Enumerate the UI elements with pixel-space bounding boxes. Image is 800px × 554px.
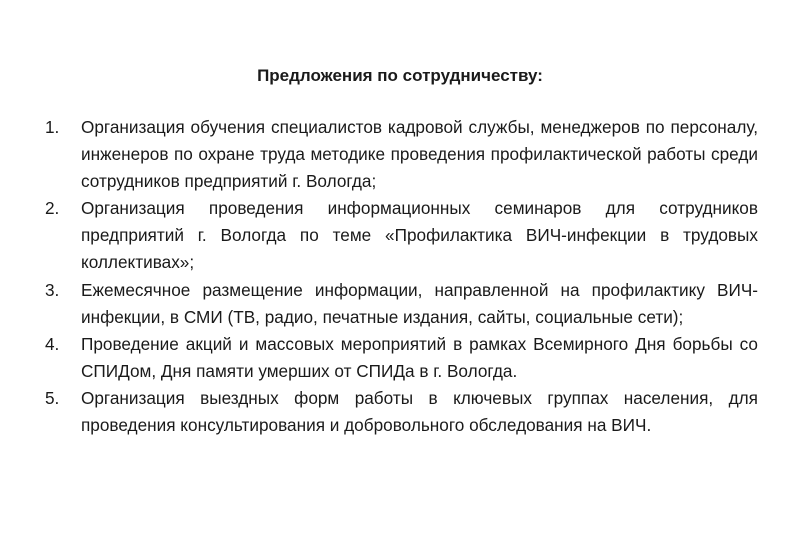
list-item [45, 277, 758, 331]
list-item [45, 114, 758, 195]
item-number: 4. [45, 333, 60, 354]
item-text: Организация обучения специалистов кадровой службы, менеджеров по персоналу, инженеров по охране труда методике проведения профилактической работы среди сотрудников предприятий г. Вологда; [81, 117, 758, 192]
item-number: 1. [45, 117, 60, 137]
slide-title: Предложения по сотрудничеству: [257, 66, 543, 85]
item-text: Организация проведения информационных семинаров для сотрудников предприятий г. Вологда по теме «Профилактика ВИЧ-инфекции в трудовых коллективах»; [81, 198, 758, 273]
item-text: Проведение акций и массовых мероприятий в рамках Всемирного Дня борьбы со СПИДом, Дня памяти умерших от СПИДа в г. Вологда. [81, 333, 758, 381]
list-item [45, 331, 758, 385]
list-item [45, 195, 758, 276]
item-text: Организация выездных форм работы в ключевых группах населения, для проведения консультирования и добровольного обследования на ВИЧ. [81, 387, 758, 436]
item-number: 3. [45, 279, 60, 300]
item-text: Ежемесячное размещение информации, направленной на профилактику ВИЧ-инфекции, в СМИ (ТВ, радио, печатные издания, сайты, социальные сети); [81, 279, 758, 327]
item-number: 2. [45, 198, 60, 219]
list-item [45, 385, 758, 439]
proposals-list [45, 114, 758, 439]
item-number: 5. [45, 387, 60, 408]
